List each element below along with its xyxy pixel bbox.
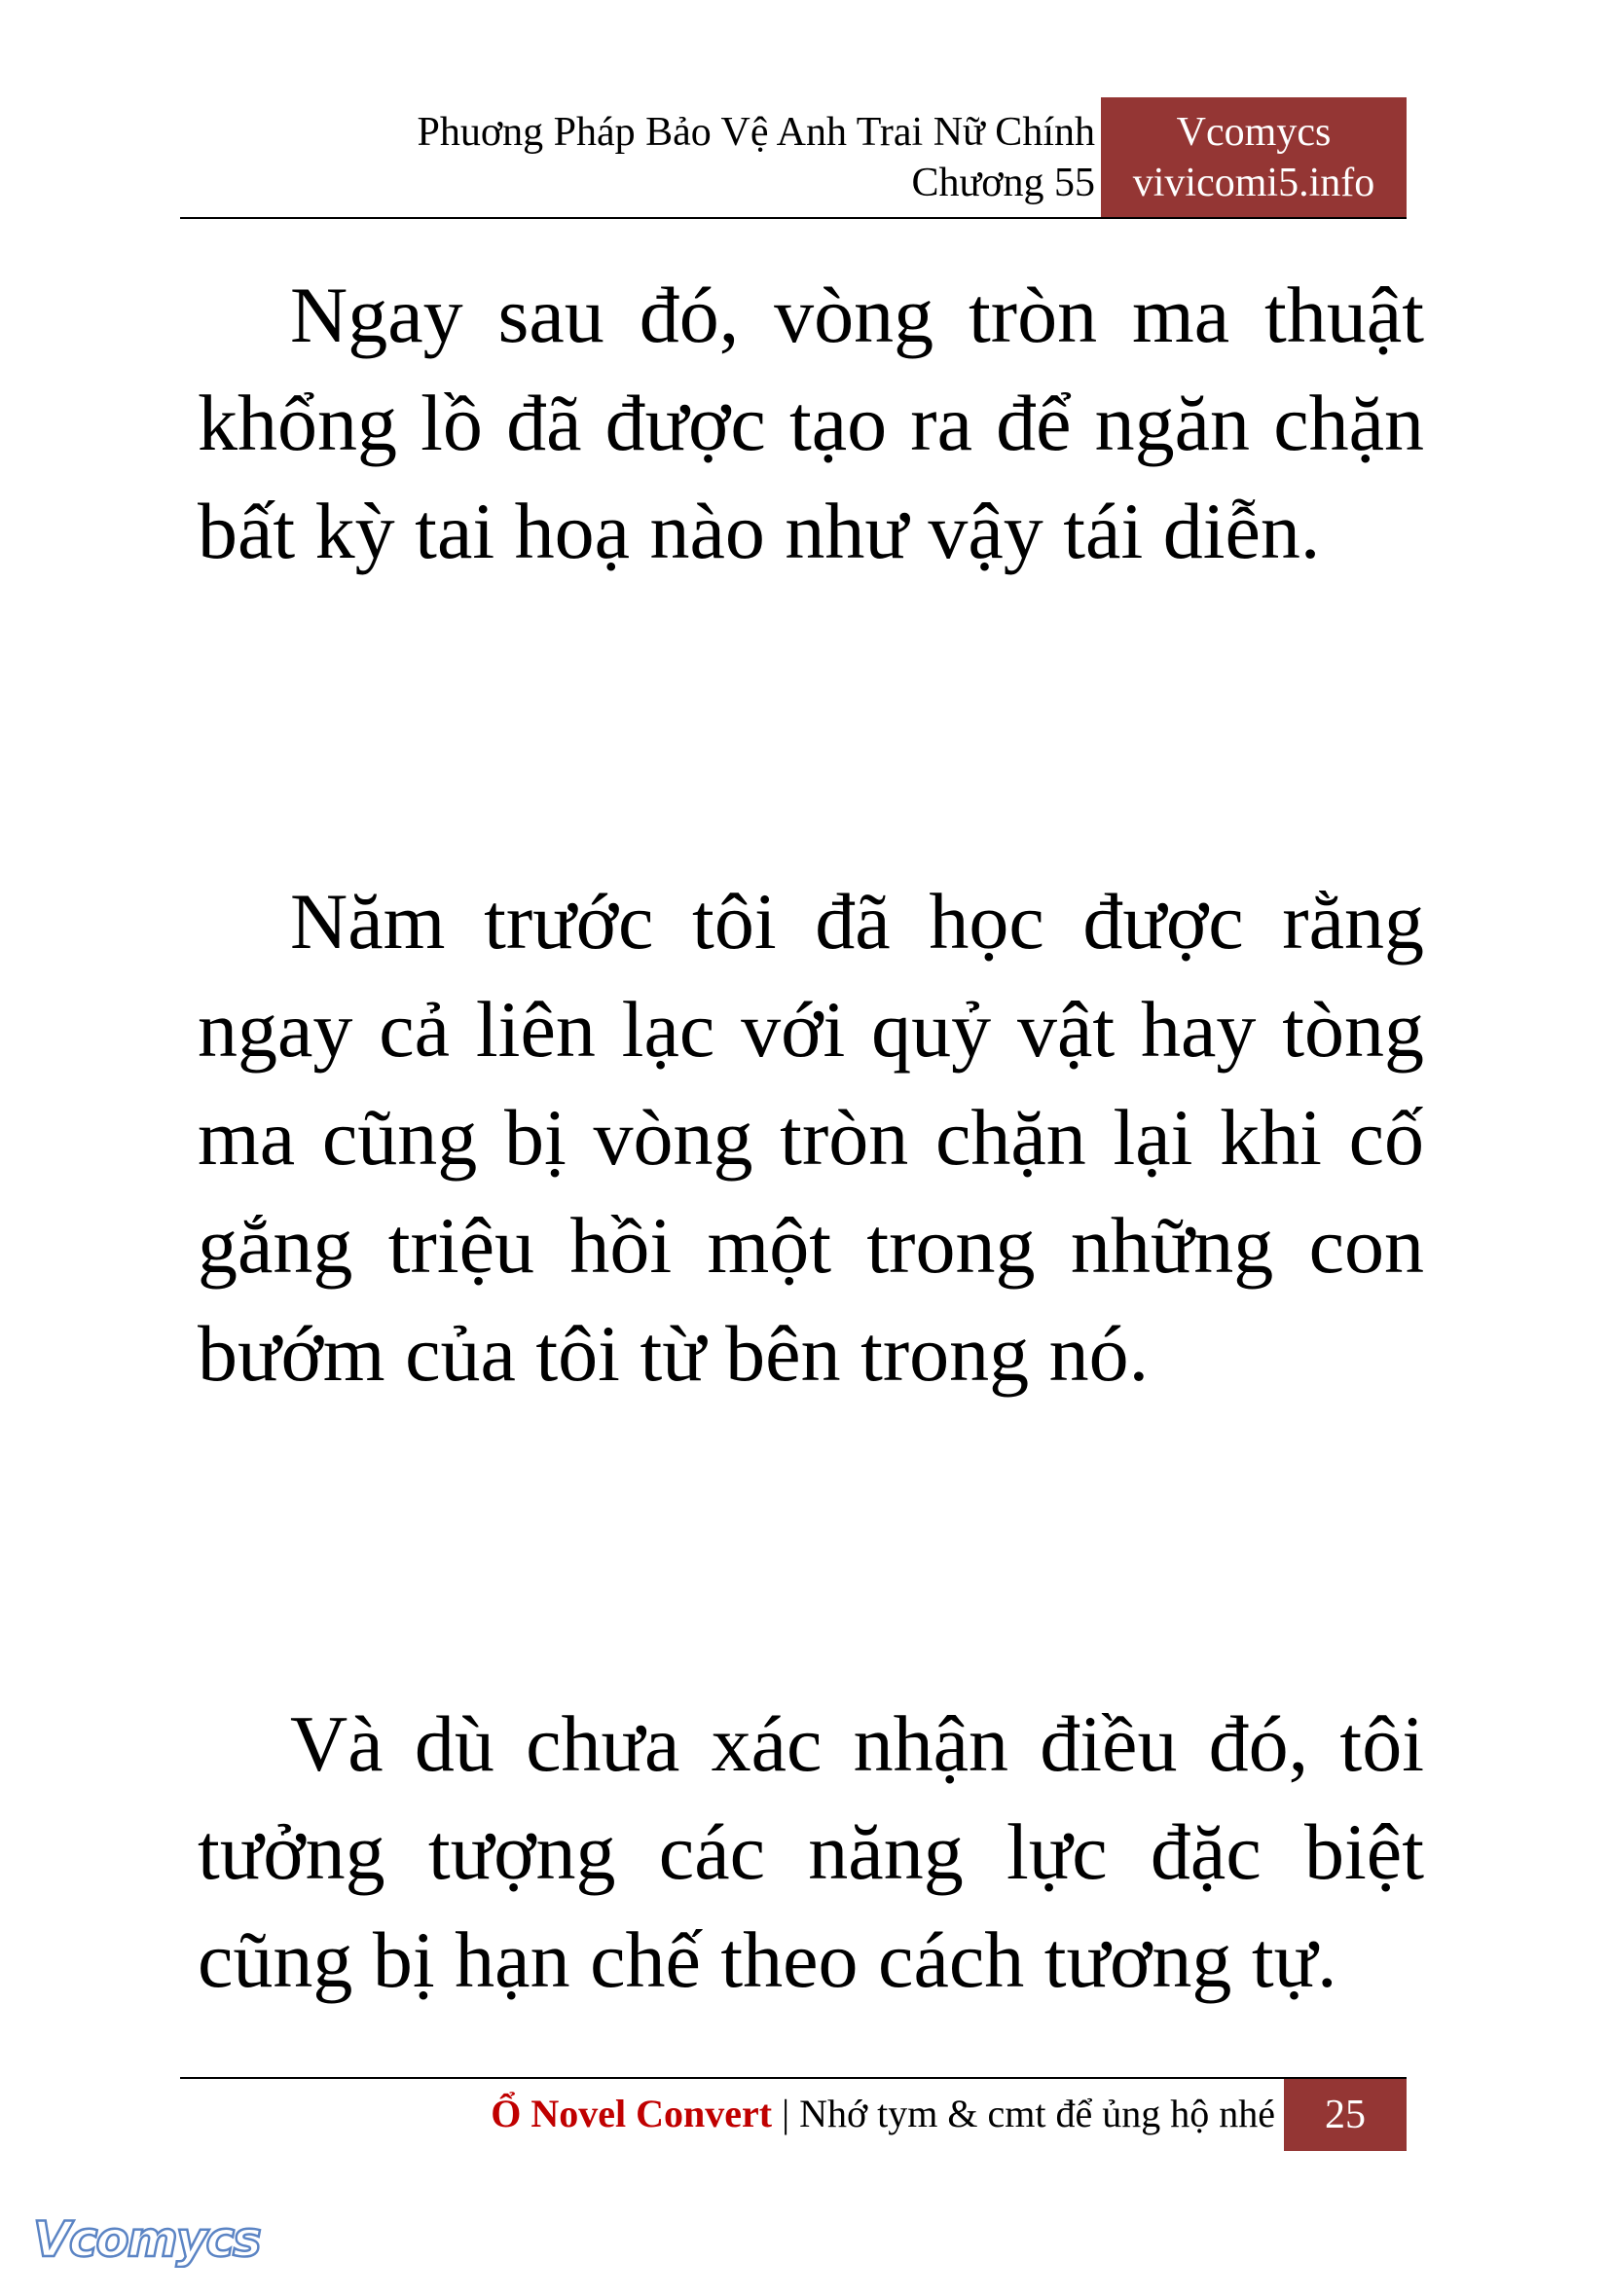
footer-message: Nhớ tym & cmt để ủng hộ nhé	[799, 2092, 1275, 2135]
site-url: vivicomi5.info	[1132, 161, 1375, 205]
watermark-logo	[29, 2209, 263, 2268]
paragraph: Ngay sau đó, vòng tròn ma thuật khổng lồ đã được tạo ra để ngăn chặn bất kỳ tai hoạ nào như vậy tái diễn.	[198, 271, 1424, 575]
page-header	[180, 97, 1407, 218]
paragraph: Năm trước tôi đã học được rằng ngay cả liên lạc với quỷ vật hay tòng ma cũng bị vòng tròn chặn lại khi cố gắng triệu hồi một trong những con bướm của tôi từ bên trong nó.	[198, 877, 1424, 1398]
page-number: 25	[1284, 2079, 1407, 2151]
footer-text	[491, 2089, 1275, 2139]
header-text	[418, 107, 1095, 208]
footer-brand: Ổ Novel Convert	[491, 2092, 773, 2135]
footer-separator: |	[782, 2092, 790, 2135]
chapter-body	[198, 261, 1424, 2296]
chapter-label: Chương 55	[911, 161, 1095, 205]
paragraph: Và dù chưa xác nhận điều đó, tôi tưởng tượng các năng lực đặc biệt cũng bị hạn chế theo cách tương tự.	[198, 1699, 1424, 2004]
site-badge	[1101, 97, 1407, 218]
page-footer	[180, 2079, 1407, 2151]
header-divider	[180, 217, 1407, 219]
watermark-text: Vcomycs	[33, 2211, 260, 2268]
site-name: Vcomycs	[1176, 110, 1332, 155]
book-title: Phuơng Pháp Bảo Vệ Anh Trai Nữ Chính	[417, 110, 1095, 155]
vcomycs-logo-icon	[29, 2209, 263, 2268]
